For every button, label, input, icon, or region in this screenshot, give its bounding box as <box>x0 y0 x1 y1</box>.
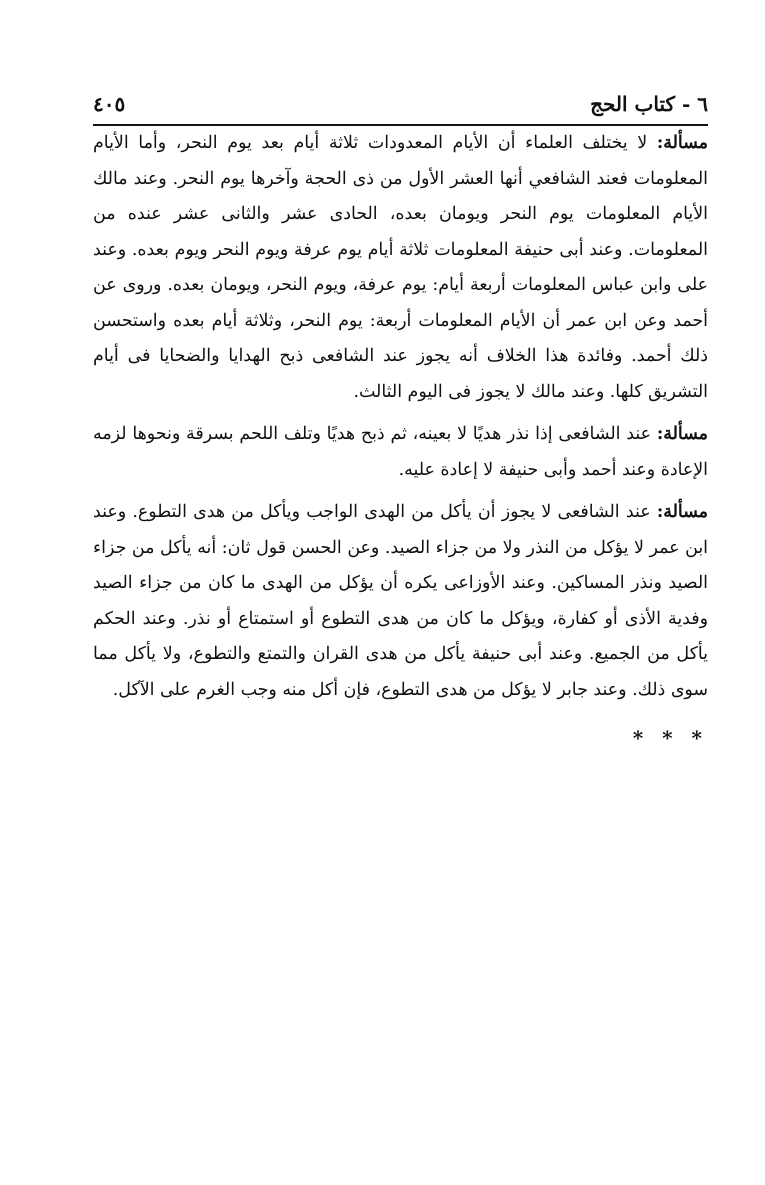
paragraph-eating-offering <box>93 495 708 708</box>
paragraph-keyword: مسألة: <box>656 502 708 522</box>
paragraph-vowed-offering <box>93 417 708 488</box>
chapter-title: ٦ - كتاب الحج <box>590 92 708 116</box>
body-text <box>93 126 708 757</box>
paragraph-text: عند الشافعى إذا نذر هديًا لا بعينه، ثم ذبح هديًا وتلف اللحم بسرقة ونحوها لزمه الإعادة وعند أحمد وأبى حنيفة لا إعادة عليه. <box>93 424 708 480</box>
paragraph-text: عند الشافعى لا يجوز أن يأكل من الهدى الواجب ويأكل من هدى التطوع. وعند ابن عمر لا يؤكل من النذر ولا من جزاء الصيد. وعن الحسن قول ثان: أنه يأكل من جزاء الصيد ونذر المساكين. وعند الأوزاعى يكره أن يؤكل من الهدى ما كان من جزاء الصيد وفدية الأذى أو كفارة، ويؤكل ما كان من هدى التطوع أو استمتاع أو نذر. وعند الحكم يأكل من الجميع. وعند أبى حنيفة يأكل من هدى القران والتمتع والتطوع، ولا يأكل مما سوى ذلك. وعند جابر لا يؤكل من هدى التطوع، فإن أكل منه وجب الغرم على الآكل. <box>93 502 708 700</box>
page-number: ٤٠٥ <box>93 92 126 116</box>
paragraph-keyword: مسألة: <box>656 424 708 444</box>
paragraph-keyword: مسألة: <box>656 133 708 153</box>
paragraph-days <box>93 126 708 410</box>
running-head <box>93 86 708 122</box>
section-ornament: * * * <box>632 726 708 750</box>
paragraph-text: لا يختلف العلماء أن الأيام المعدودات ثلاثة أيام بعد يوم النحر، وأما الأيام المعلومات فعند الشافعي أنها العشر الأول من ذى الحجة وآخرها يوم النحر. وعند مالك الأيام المعلومات يوم النحر ويومان بعده، الحادى عشر والثانى عشر عنده من المعلومات. وعند أبى حنيفة المعلومات ثلاثة أيام يوم عرفة ويوم النحر ويوم بعده. وعند على وابن عباس المعلومات أربعة أيام: يوم عرفة، ويوم النحر، ويومان بعده. وروى عن أحمد وعن ابن عمر أن الأيام المعلومات أربعة: يوم النحر، وثلاثة أيام بعده واستحسن ذلك أحمد. وفائدة هذا الخلاف أنه يجوز عند الشافعى ذبح الهدايا والضحايا فى أيام التشريق كلها. وعند مالك لا يجوز فى اليوم الثالث. <box>93 133 708 402</box>
